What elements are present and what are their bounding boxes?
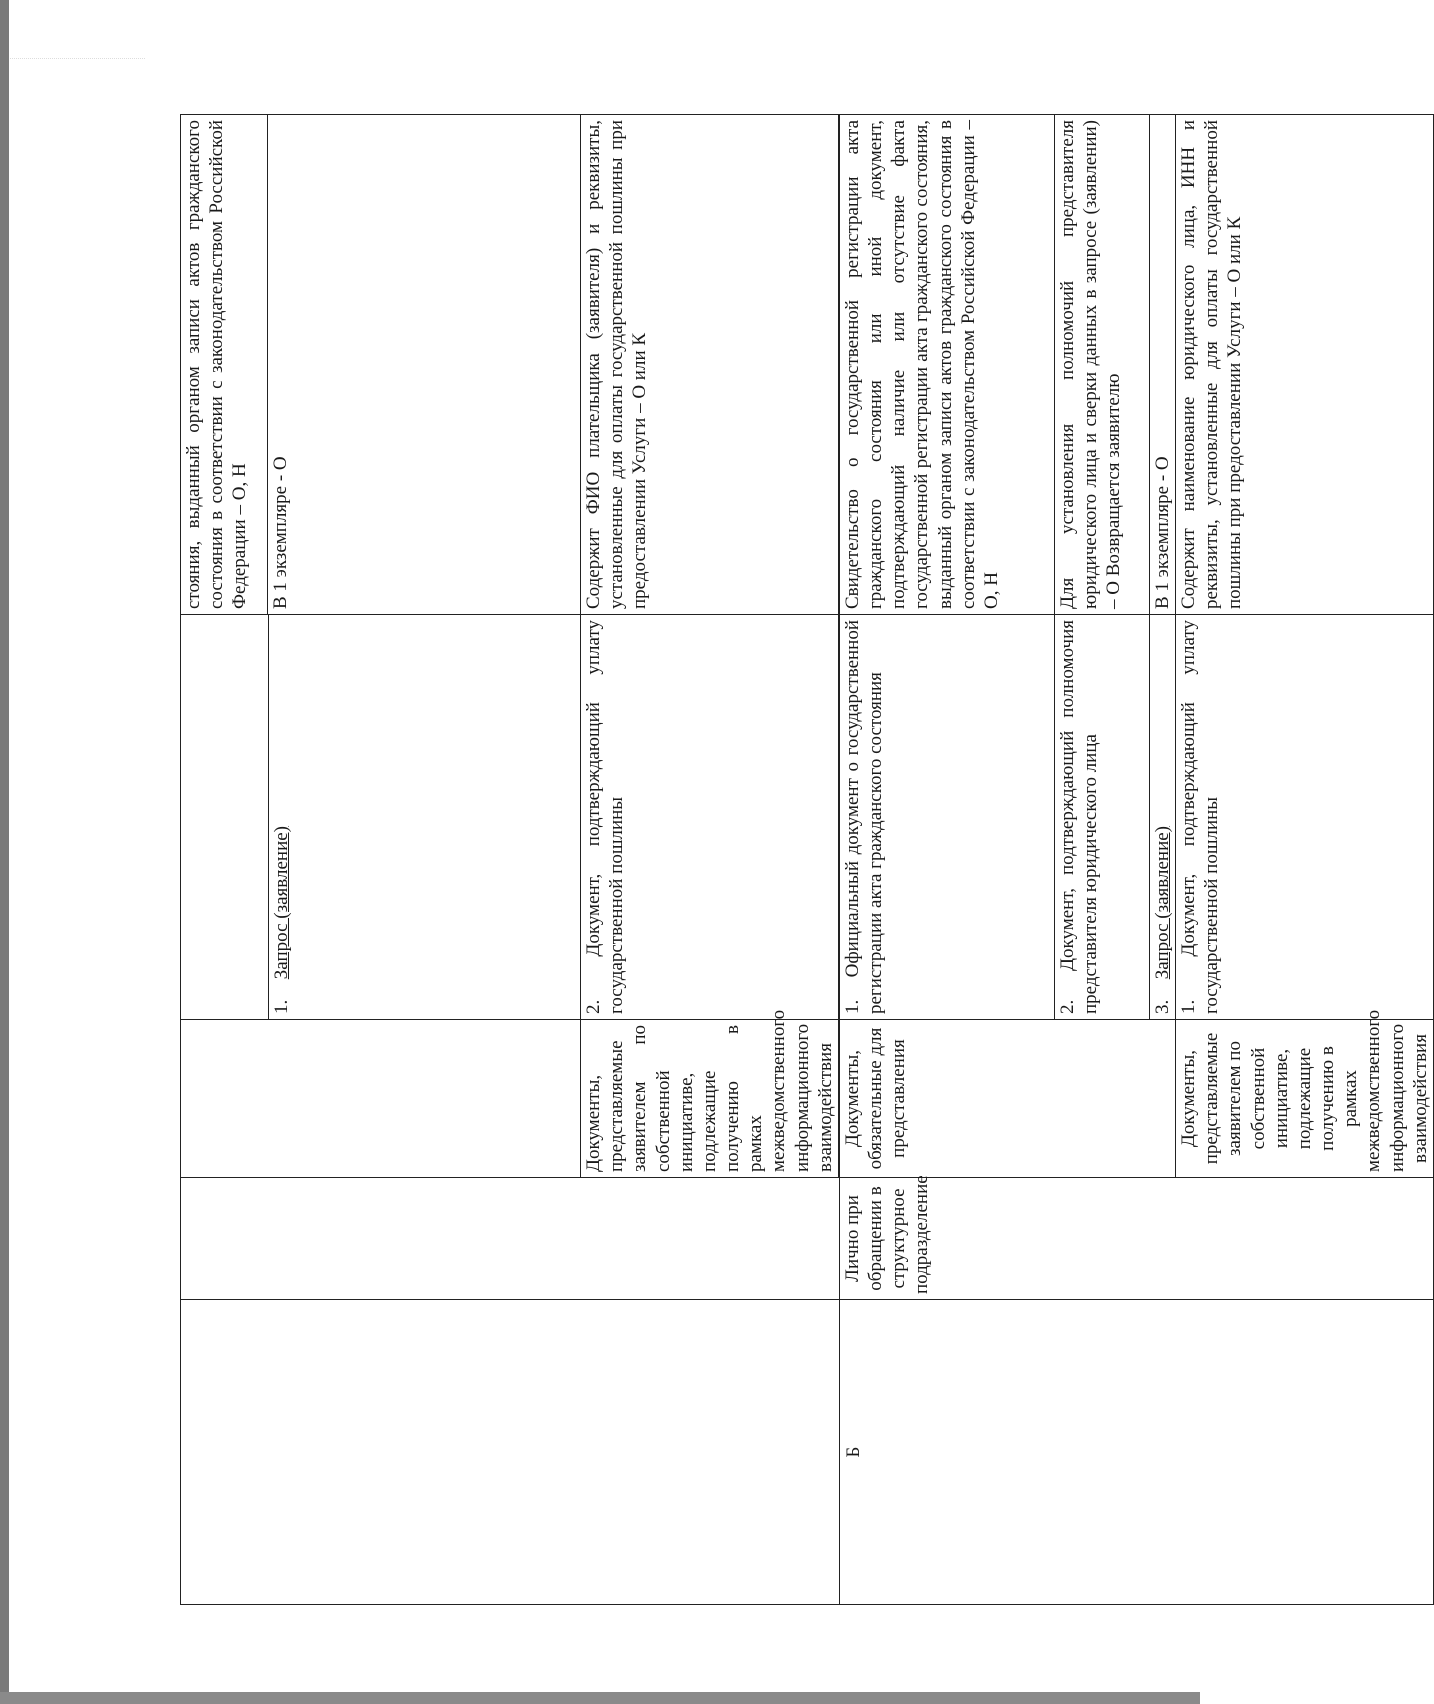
document-description: Для установления полномочий представителя юридического лица и сверки данных в запросе (заявлении) – О Возвращается заявителю <box>1054 115 1149 615</box>
section-cell-empty <box>181 1300 840 1605</box>
scan-artifact <box>10 58 145 81</box>
category-own-initiative: Документы, представляемые заявителем по собственной инициативе, подлежащие получению в рамках межведомственного информационного взаимодействия <box>1176 1020 1434 1178</box>
document-copies: В 1 экземпляре - О <box>267 115 293 614</box>
description-continuation: стояния, выданный органом записи актов гражданского состояния в соответствии с законодательством Российской Федерации – О, Н <box>183 120 251 609</box>
item-number: 3. <box>1151 999 1173 1014</box>
scan-page-edge-bottom <box>0 1692 1200 1704</box>
item-number: 2. <box>1056 999 1078 1014</box>
category-mandatory: Документы, обязательные для представления <box>839 1020 1175 1178</box>
document-name: Документ, подтверждающий полномочия представителя юридического лица <box>1056 620 1102 1014</box>
category-cell-empty <box>181 1020 581 1178</box>
services-documents-table <box>180 114 1434 1605</box>
category-own-initiative: Документы, представляемые заявителем по собственной инициативе, подлежащие получению в рамках межведомственного информационного взаимодействия <box>581 1020 839 1178</box>
document-description: Свидетельство о государственной регистрации акта гражданского состояния или иной документ, подтверждающий наличие или отсутствие факта государственной регистрации акта гражданского состояния, выданный органом записи актов гражданского состояния в соответствии с законодательством Российской Федерации – О, Н <box>839 115 1054 615</box>
document-description: Содержит наименование юридического лица, ИНН и реквизиты, установленные для оплаты государственной пошлины при предоставлении Услуги – О или К <box>1176 115 1434 615</box>
document-name: Документ, подтверждающий уплату государственной пошлины <box>1178 620 1223 1014</box>
item-number: 2. <box>583 999 604 1014</box>
document-name: Запрос (заявление) <box>1151 825 1173 980</box>
document-name: Документ, подтверждающий уплату государственной пошлины <box>583 620 628 1014</box>
item-number: 1. <box>1178 999 1200 1014</box>
document-description: Содержит ФИО плательщика (заявителя) и реквизиты, установленные для оплаты государственной пошлины при предоставлении Услуги – О или К <box>581 115 839 615</box>
rotated-document-sheet <box>180 115 1431 1605</box>
channel-personal: Лично при обращении в структурное подразделение <box>839 1178 1433 1300</box>
document-name: Запрос (заявление) <box>271 825 292 980</box>
table-row <box>181 115 581 1605</box>
table-row <box>839 115 1054 1605</box>
item-number: 1. <box>271 999 292 1014</box>
scan-page-edge-left <box>0 0 9 1704</box>
channel-cell-empty <box>181 1178 840 1300</box>
item-number: 1. <box>841 999 863 1014</box>
section-letter: Б <box>839 1300 1433 1605</box>
document-name: Официальный документ о государственной регистрации акта гражданского состояния <box>841 619 887 1014</box>
document-copies: В 1 экземпляре - О <box>1149 115 1175 615</box>
